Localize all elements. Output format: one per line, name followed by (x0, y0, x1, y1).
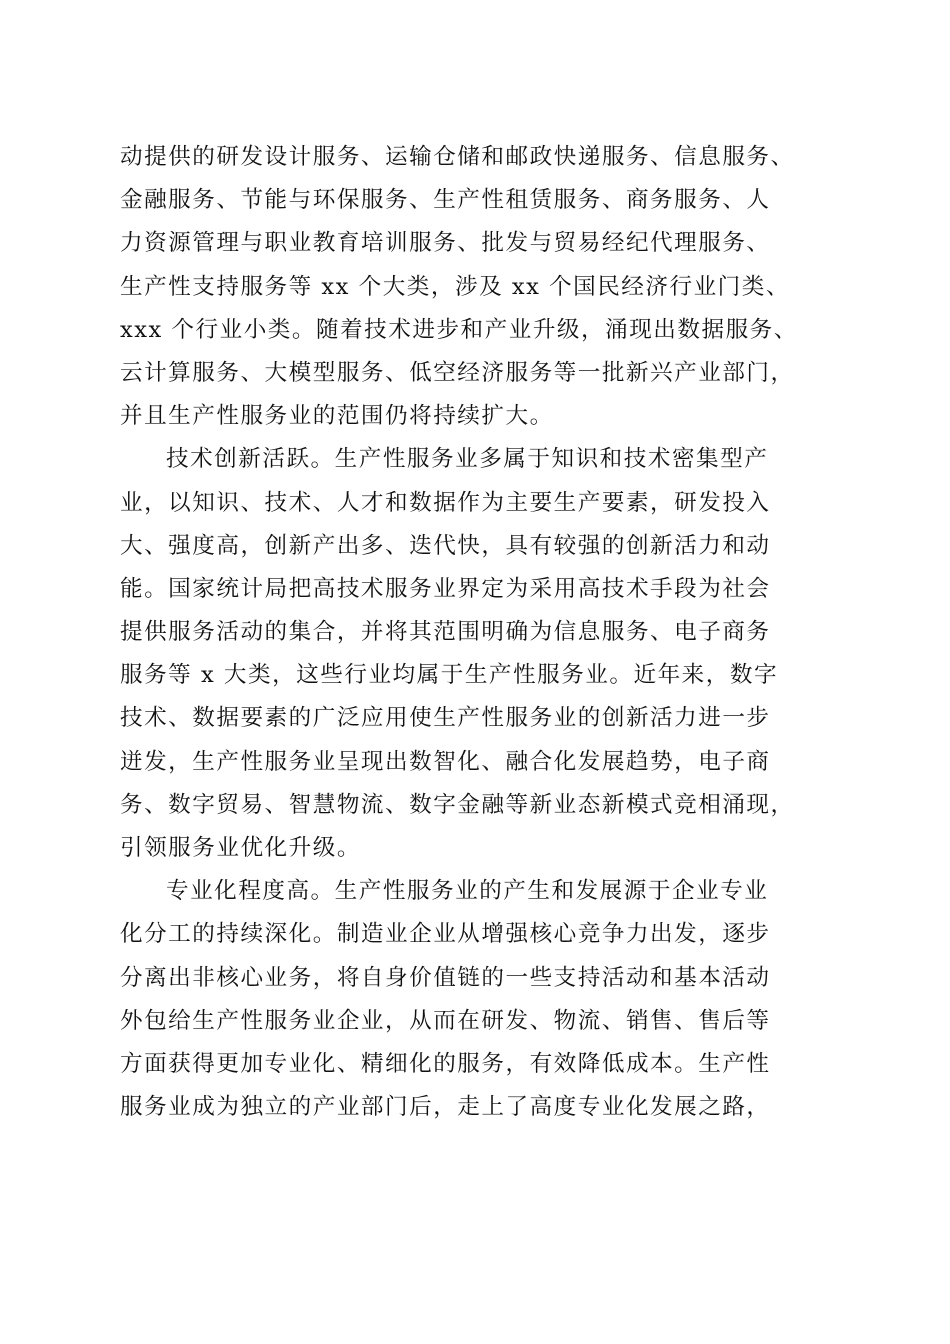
text-line-7: 并且生产性服务业的范围仍将持续扩大。 (120, 403, 554, 430)
text-line-9: 业，以知识、技术、人才和数据作为主要生产要素，研发投入 (120, 489, 771, 516)
paragraph-heading-tech-innovation: 技术创新活跃。生产性服务业多属于知识和技术密集型产 (166, 446, 769, 473)
text-line-21: 外包给生产性服务业企业，从而在研发、物流、销售、售后等 (120, 1007, 771, 1034)
text-line-12: 提供服务活动的集合，并将其范围明确为信息服务、电子商务 (120, 619, 771, 646)
text-line-22: 方面获得更加专业化、精细化的服务，有效降低成本。生产性 (120, 1050, 771, 1077)
text-line-15: 迸发，生产性服务业呈现出数智化、融合化发展趋势，电子商 (120, 748, 771, 775)
paragraph-heading-specialization: 专业化程度高。生产性服务业的产生和发展源于企业专业 (166, 878, 769, 905)
text-line-3: 力资源管理与职业教育培训服务、批发与贸易经纪代理服务、 (120, 230, 771, 257)
text-line-13: 服务等 x 大类，这些行业均属于生产性服务业。近年来，数字 (120, 662, 779, 689)
text-line-10: 大、强度高，创新产出多、迭代快，具有较强的创新活力和动 (120, 532, 771, 559)
text-line-5: xxx 个行业小类。随着技术进步和产业升级，涌现出数据服务、 (120, 316, 798, 343)
text-line-20: 分离出非核心业务，将自身价值链的一些支持活动和基本活动 (120, 964, 771, 991)
text-line-14: 技术、数据要素的广泛应用使生产性服务业的创新活力进一步 (120, 705, 771, 732)
text-line-2: 金融服务、节能与环保服务、生产性租赁服务、商务服务、人 (120, 187, 771, 214)
text-line-11: 能。国家统计局把高技术服务业界定为采用高技术手段为社会 (120, 575, 771, 602)
text-line-23: 服务业成为独立的产业部门后，走上了高度专业化发展之路， (120, 1094, 771, 1121)
text-line-17: 引领服务业优化升级。 (120, 835, 361, 861)
body-text (120, 136, 840, 1129)
text-line-4: 生产性支持服务等 xx 个大类，涉及 xx 个国民经济行业门类、 (120, 273, 790, 300)
text-line-6: 云计算服务、大模型服务、低空经济服务等一批新兴产业部门， (120, 359, 795, 386)
text-line-1: 动提供的研发设计服务、运输仓储和邮政快递服务、信息服务、 (120, 144, 795, 170)
text-line-19: 化分工的持续深化。制造业企业从增强核心竞争力出发，逐步 (120, 921, 771, 948)
text-line-16: 务、数字贸易、智慧物流、数字金融等新业态新模式竞相涌现， (120, 791, 795, 818)
